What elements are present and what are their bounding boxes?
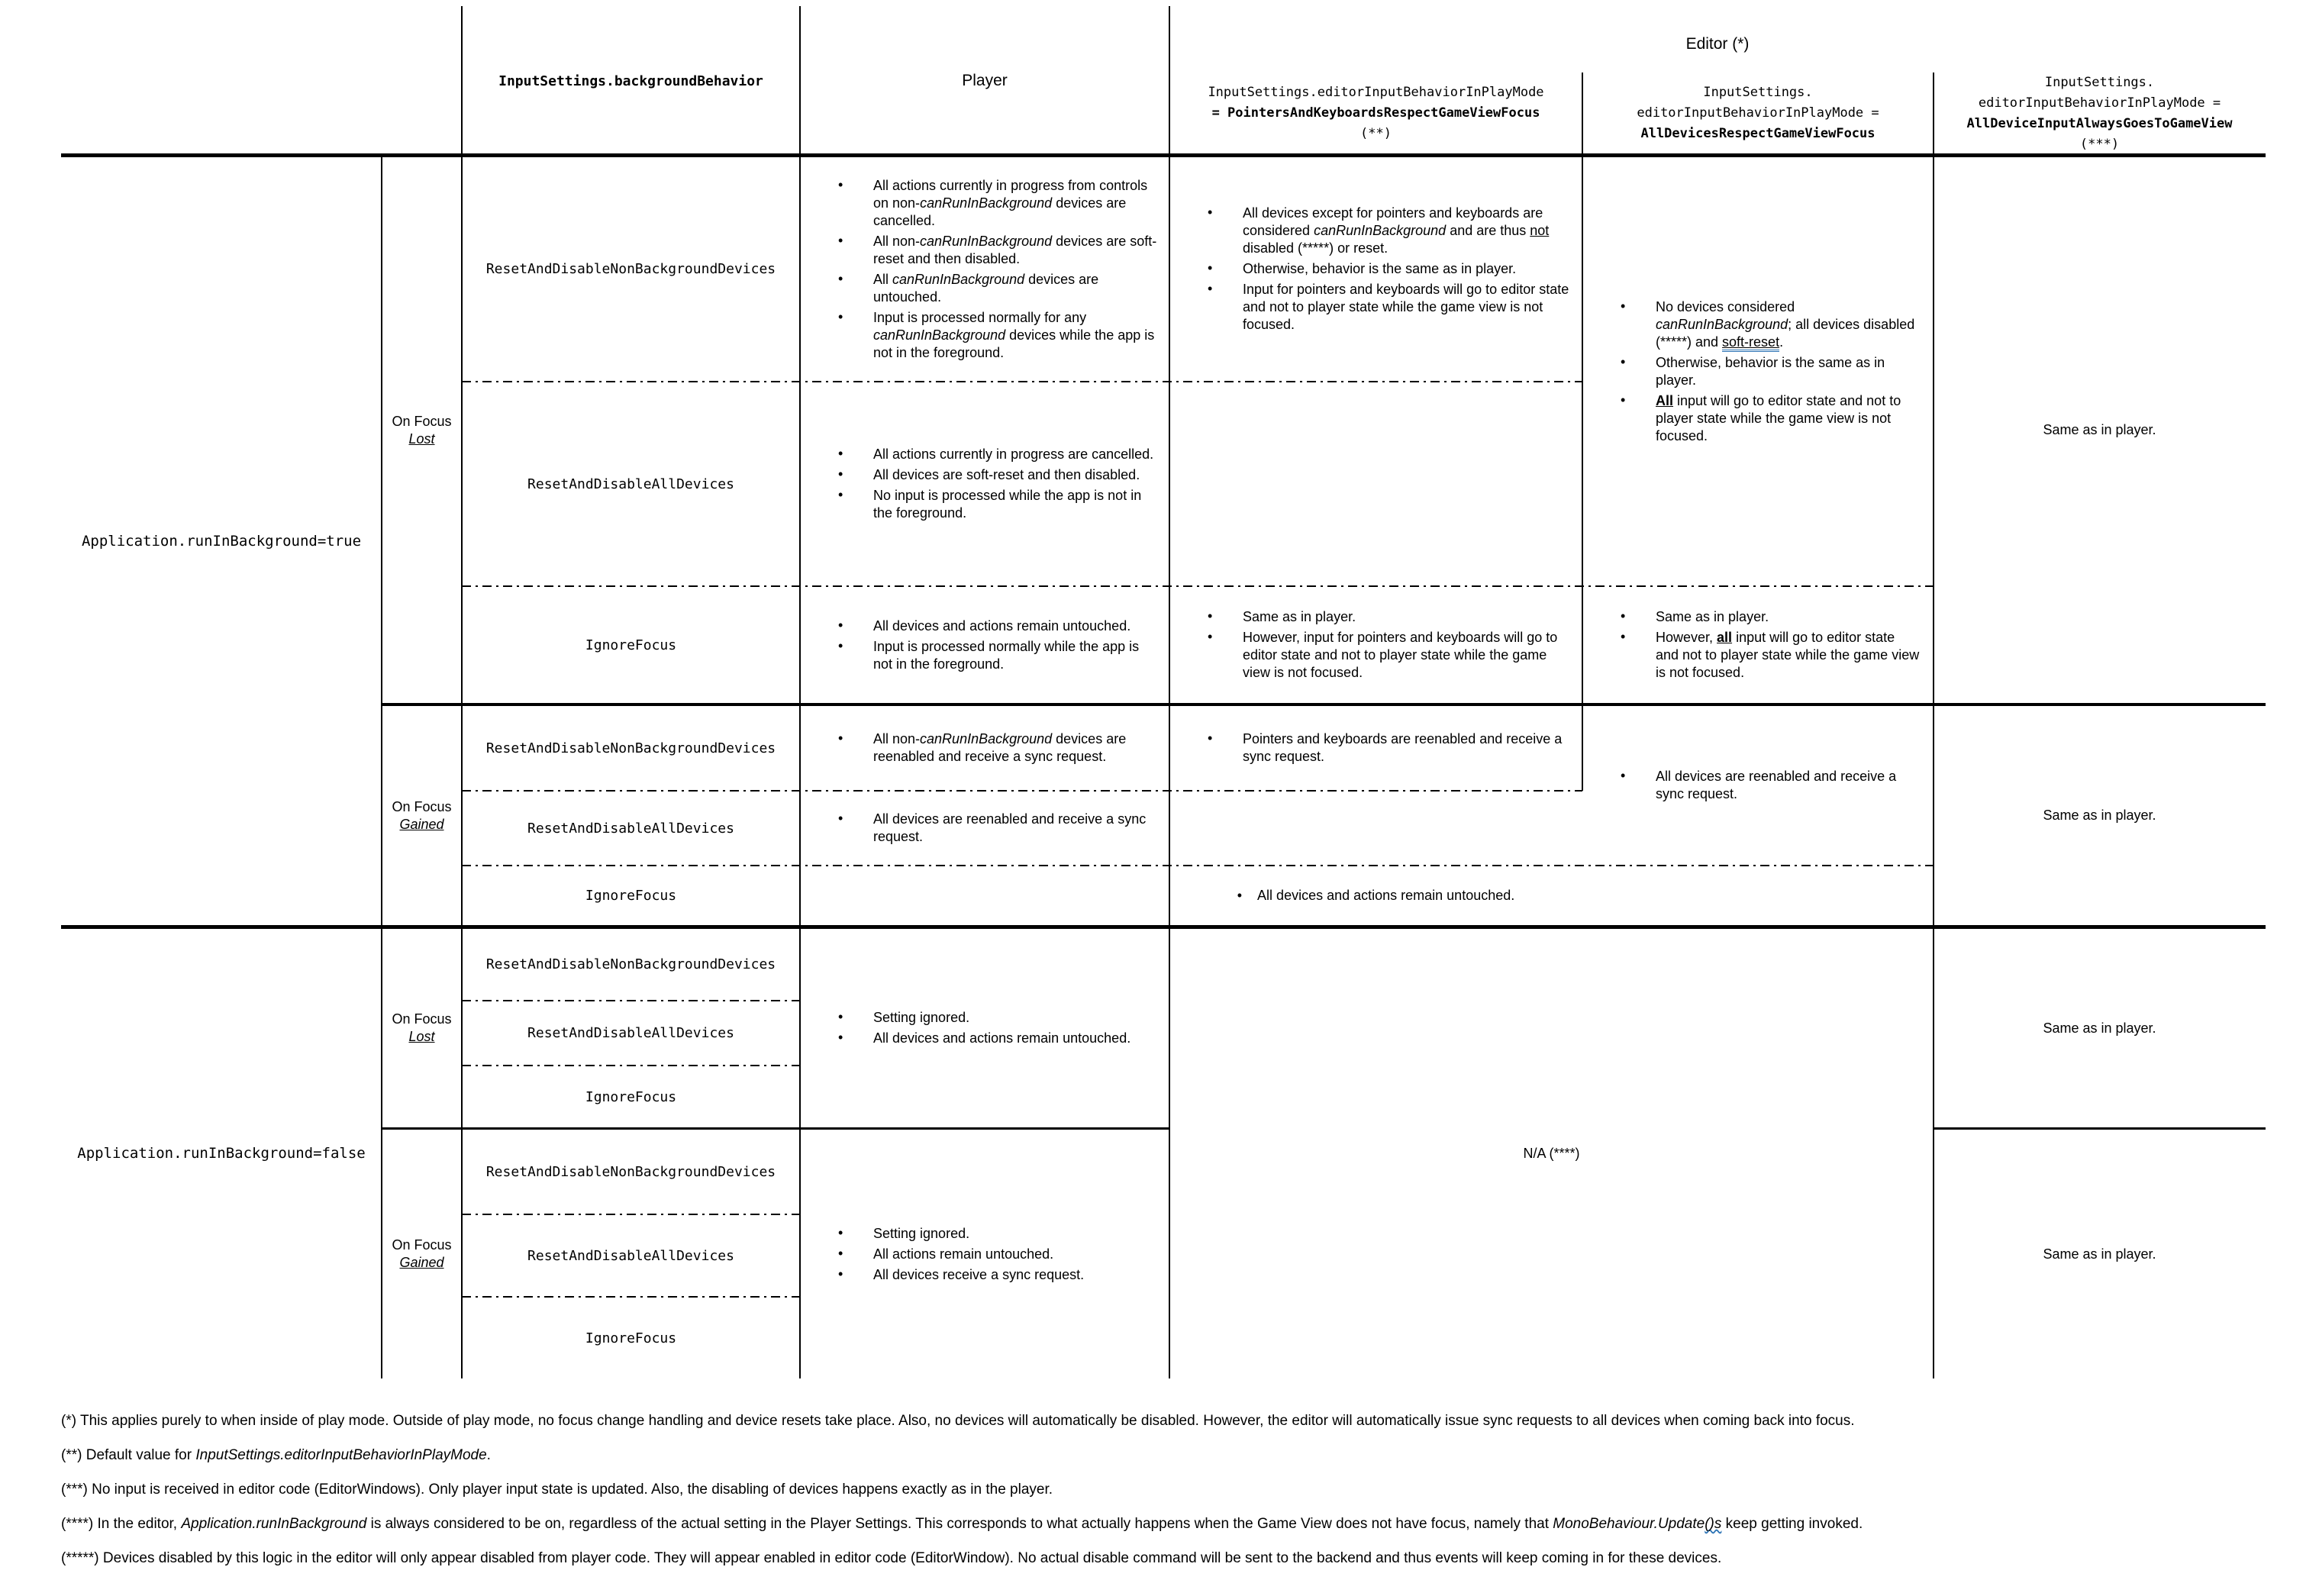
column-header-editor-pointers-keyboards: InputSettings.editorInputBehaviorInPlayMode = PointersAndKeyboardsRespectGameViewFocus (**) <box>1208 85 1544 141</box>
editor-group-label: Editor (*) <box>1685 35 1750 53</box>
behavior-label-reset-non-bg-false-lost: ResetAndDisableNonBackgroundDevices <box>485 956 776 972</box>
focus-label-true-gained: On Focus Gained <box>392 798 452 832</box>
behavior-label-reset-all-false-gained: ResetAndDisableAllDevices <box>527 1247 734 1264</box>
focus-label-true-lost: On Focus Lost <box>392 413 452 447</box>
editor-group-header <box>1169 21 2266 67</box>
cell-true-lost-player-ignore: • All devices and actions remain untouched. • Input is processed normally while the app is not in the foreground. <box>800 587 1169 703</box>
cell-true-gained-editor2-merged: • All devices are reenabled and receive a sync request. <box>1582 706 1934 865</box>
cell-true-lost-editor2-merged: • No devices considered canRunInBackground; all devices disabled (*****) and soft-reset. • Otherwise, behavior is the same as in player. • All input will go to editor state and not to player state while the game view is not focused. <box>1582 157 1934 585</box>
cell-true-lost-player-reset-all: • All actions currently in progress are cancelled. • All devices are soft-reset and then disabled. • No input is processed while the app is not in the foreground. <box>800 382 1169 585</box>
column-header-background-behavior: InputSettings.backgroundBehavior <box>498 73 763 89</box>
focus-label-false-gained: On Focus Gained <box>392 1237 452 1270</box>
footnote-3: (***) No input is received in editor code (EditorWindows). Only player input state is updated. Also, the disabling of devices happens exactly as in the player. <box>61 1482 1053 1498</box>
footnote-2: (**) Default value for InputSettings.editorInputBehaviorInPlayMode. <box>61 1447 491 1463</box>
behavior-label-reset-all-false-lost: ResetAndDisableAllDevices <box>527 1025 734 1041</box>
cell-true-gained-player-reset-all: • All devices are reenabled and receive a sync request. <box>800 792 1169 865</box>
footnote-4: (****) In the editor, Application.runInBackground is always considered to be on, regardless of the actual setting in the Player Settings. This corresponds to what actually happens when the Game View does not have focus, namely that MonoBehaviour.Update()s keep getting invoked. <box>61 1516 1863 1532</box>
behavior-label-reset-all-gained: ResetAndDisableAllDevices <box>527 820 734 837</box>
cell-true-lost-editor1-ignore: • Same as in player. • However, input for pointers and keyboards will go to editor state and not to player state while the game view is not focused. <box>1169 587 1582 703</box>
group-label-run-in-background-false: Application.runInBackground=false <box>77 1145 366 1162</box>
cell-false-gained-editor3: Same as in player. <box>2043 1246 2156 1262</box>
group-label-run-in-background-true: Application.runInBackground=true <box>81 532 362 550</box>
cell-true-gained-ignore-merged: • All devices and actions remain untouched. <box>1169 866 1582 925</box>
cell-true-lost-editor3: Same as in player. <box>2043 422 2156 437</box>
behavior-label-ignore-false-lost: IgnoreFocus <box>585 1088 677 1105</box>
behavior-label-ignore-false-gained: IgnoreFocus <box>585 1330 677 1346</box>
cell-false-editor-na: N/A (****) <box>1523 1146 1580 1161</box>
cell-true-gained-editor1-reset-non-bg: • Pointers and keyboards are reenabled and receive a sync request. <box>1169 706 1582 790</box>
cell-true-lost-editor1-reset-non-bg: • All devices except for pointers and keyboards are considered canRunInBackground and are thus not disabled (*****) or reset. • Otherwise, behavior is the same as in player. • Input for pointers and keyboards will go to editor state and not to player state while the game view is not focused. <box>1169 157 1582 381</box>
behavior-label-reset-non-bg-gained: ResetAndDisableNonBackgroundDevices <box>485 740 776 756</box>
behavior-label-reset-non-bg-false-gained: ResetAndDisableNonBackgroundDevices <box>485 1163 776 1180</box>
cell-true-gained-player-reset-non-bg: • All non-canRunInBackground devices are reenabled and receive a sync request. <box>800 706 1169 790</box>
cell-false-lost-editor3: Same as in player. <box>2043 1020 2156 1036</box>
column-header-editor-all-devices-respect: InputSettings. editorInputBehaviorInPlayMode = AllDevicesRespectGameViewFocus <box>1637 85 1879 141</box>
cell-true-lost-player-reset-non-bg: • All actions currently in progress from controls on non-canRunInBackground devices are cancelled. • All non-canRunInBackground devices are soft-reset and then disabled. • All canRunInBackground devices are untouched. • Input is processed normally for any canRunInBackground devices while the app is not in the foreground. <box>800 157 1169 381</box>
cell-false-gained-player: • Setting ignored. • All actions remain untouched. • All devices receive a sync request. <box>800 1130 1147 1378</box>
behavior-label-ignore-focus: IgnoreFocus <box>585 637 677 653</box>
column-header-editor-all-input-gameview: InputSettings. editorInputBehaviorInPlayMode = AllDeviceInputAlwaysGoesToGameView (***) <box>1966 74 2233 152</box>
cell-true-gained-editor3: Same as in player. <box>2043 808 2156 823</box>
cell-true-lost-editor2-ignore: • Same as in player. • However, all input will go to editor state and not to player state while the game view is not focused. <box>1582 587 1934 703</box>
column-header-player: Player <box>962 72 1008 89</box>
footnote-1: (*) This applies purely to when inside of play mode. Outside of play mode, no focus change handling and device resets take place. Also, no devices will automatically be disabled. However, the editor will automatically issue sync requests to all devices when coming back into focus. <box>61 1413 1855 1429</box>
footnote-5: (*****) Devices disabled by this logic in the editor will only appear disabled from player code. They will appear enabled in editor code (EditorWindow). No actual disable command will be sent to the backend and thus events will keep coming in for these devices. <box>61 1550 1722 1566</box>
focus-label-false-lost: On Focus Lost <box>392 1011 452 1044</box>
cell-false-lost-player: • Setting ignored. • All devices and actions remain untouched. <box>800 929 1147 1127</box>
behavior-label-reset-all: ResetAndDisableAllDevices <box>527 476 734 492</box>
behavior-label-ignore-focus-gained: IgnoreFocus <box>585 888 677 904</box>
behavior-label-reset-non-bg: ResetAndDisableNonBackgroundDevices <box>485 261 776 277</box>
